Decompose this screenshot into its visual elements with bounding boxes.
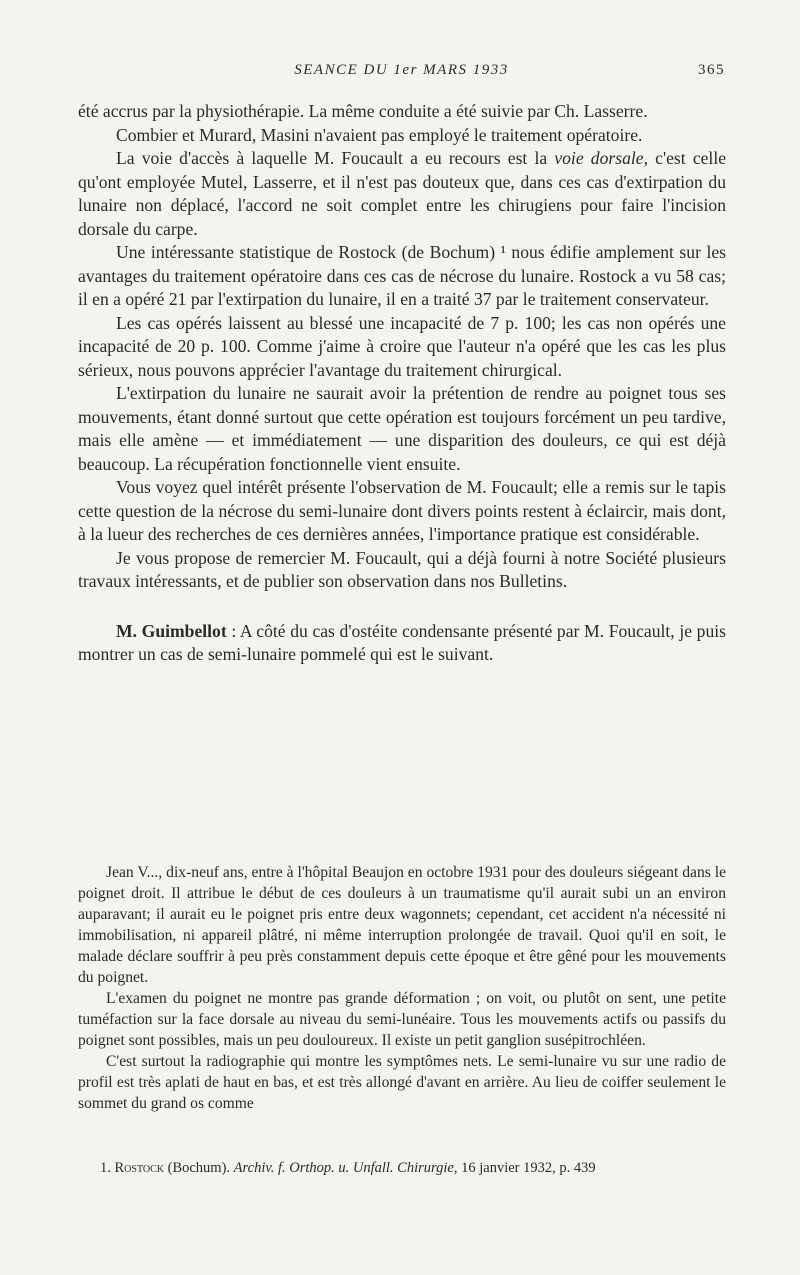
case-paragraph: Jean V..., dix-neuf ans, entre à l'hôpital Beaujon en octobre 1931 pour des douleurs siégeant dans le poignet droit. Il attribue le début de ces douleurs à un traumatisme qu'il aurait subi un an environ auparavant; il aurait eu le poignet pris entre deux wagonnets; cependant, cet accident n'a nécessité ni immobilisation, ni appareil plâtré, ni même interruption prolongée de travail. Quoi qu'il en soit, le malade déclare souffrir à peu près constamment depuis cette époque et être gêné pour les mouvements du poignet.: [78, 864, 726, 986]
paragraph-text: La voie d'accès à laquelle M. Foucault a eu recours est la: [116, 148, 555, 168]
footnote-number: 1.: [100, 1160, 111, 1176]
footnote-date: , 16 janvier 1932, p. 439: [453, 1160, 596, 1176]
paragraph: [78, 147, 726, 241]
case-paragraph: L'examen du poignet ne montre pas grande déformation ; on voit, ou plutôt on sent, une petite tuméfaction sur la face dorsale au niveau du semi-lunéaire. Tous les mouvements actifs ou passifs du poignet sont possibles, mais un peu douloureux. Il existe un petit ganglion susépitrochléen.: [78, 990, 726, 1049]
paragraph-text: , c'est celle qu'ont employée Mutel, Lasserre, et il n'est pas douteux que, dans ces cas d'extirpation du lunaire non déplacé, l'accord ne soit complet entre les chirugiens pour faire l'incision dorsale du carpe.: [78, 148, 727, 239]
case-paragraph: C'est surtout la radiographie qui montre les symptômes nets. Le semi-lunaire vu sur une radio de profil est très aplati de haut en bas, et est très allongé d'avant en arrière. Au lieu de coiffer seulement le sommet du grand os comme: [78, 1053, 726, 1112]
footnote-author: Rostock: [114, 1160, 164, 1176]
speaker-name: M. Guimbellot: [116, 620, 227, 641]
paragraph: Vous voyez quel intérêt présente l'observation de M. Foucault; elle a remis sur le tapis cette question de la nécrose du semi-lunaire dont divers points restent à éclaircir, mais dont, à la lueur des recherches de ces dernières années, l'importance pratique est considérable.: [78, 477, 726, 544]
italic-term: voie dorsale: [554, 148, 644, 168]
case-report: [78, 862, 726, 1114]
running-header: [78, 62, 725, 86]
paragraph: Je vous propose de remercier M. Foucault, qui a déjà fourni à notre Société plusieurs travaux intéressants, et de publier son observation dans nos Bulletins.: [78, 547, 726, 591]
paragraph: Combier et Murard, Masini n'avaient pas employé le traitement opératoire.: [116, 124, 643, 145]
paragraph: L'extirpation du lunaire ne saurait avoir la prétention de rendre au poignet tous ses mouvements, étant donné surtout que cette opération est toujours forcément un peu tardive, mais elle amène — et immédiatement — une disparition des douleurs, ce qui est déjà beaucoup. La récupération fonctionnelle vient ensuite.: [78, 383, 726, 474]
footnote-place: (Bochum).: [164, 1160, 234, 1176]
footnote-journal: Archiv. f. Orthop. u. Unfall. Chirurgie: [233, 1160, 454, 1176]
footnote: [100, 1158, 726, 1178]
speaker-text: : A côté du cas d'ostéite condensante présenté par M. Foucault, je puis montrer un cas de semi-lunaire pommelé qui est le suivant.: [78, 620, 726, 664]
page-number: 365: [698, 62, 725, 78]
main-text: [78, 100, 726, 667]
paragraph: Les cas opérés laissent au blessé une incapacité de 7 p. 100; les cas non opérés une incapacité de 20 p. 100. Comme j'aime à croire que l'auteur n'a opéré que les cas les plus sérieux, nous pouvons apprécier l'avantage du traitement chirurgical.: [78, 312, 726, 380]
paragraph: Une intéressante statistique de Rostock (de Bochum) ¹ nous édifie amplement sur les avantages du traitement opératoire dans ces cas de nécrose du lunaire. Rostock a vu 58 cas; il en a opéré 21 par l'extirpation du lunaire, il en a traité 37 par le traitement conservateur.: [78, 242, 726, 309]
running-title: SEANCE DU 1er MARS 1933: [294, 62, 509, 78]
speaker-paragraph: [78, 620, 726, 667]
paragraph: été accrus par la physiothérapie. La même conduite a été suivie par Ch. Lasserre.: [78, 101, 648, 121]
